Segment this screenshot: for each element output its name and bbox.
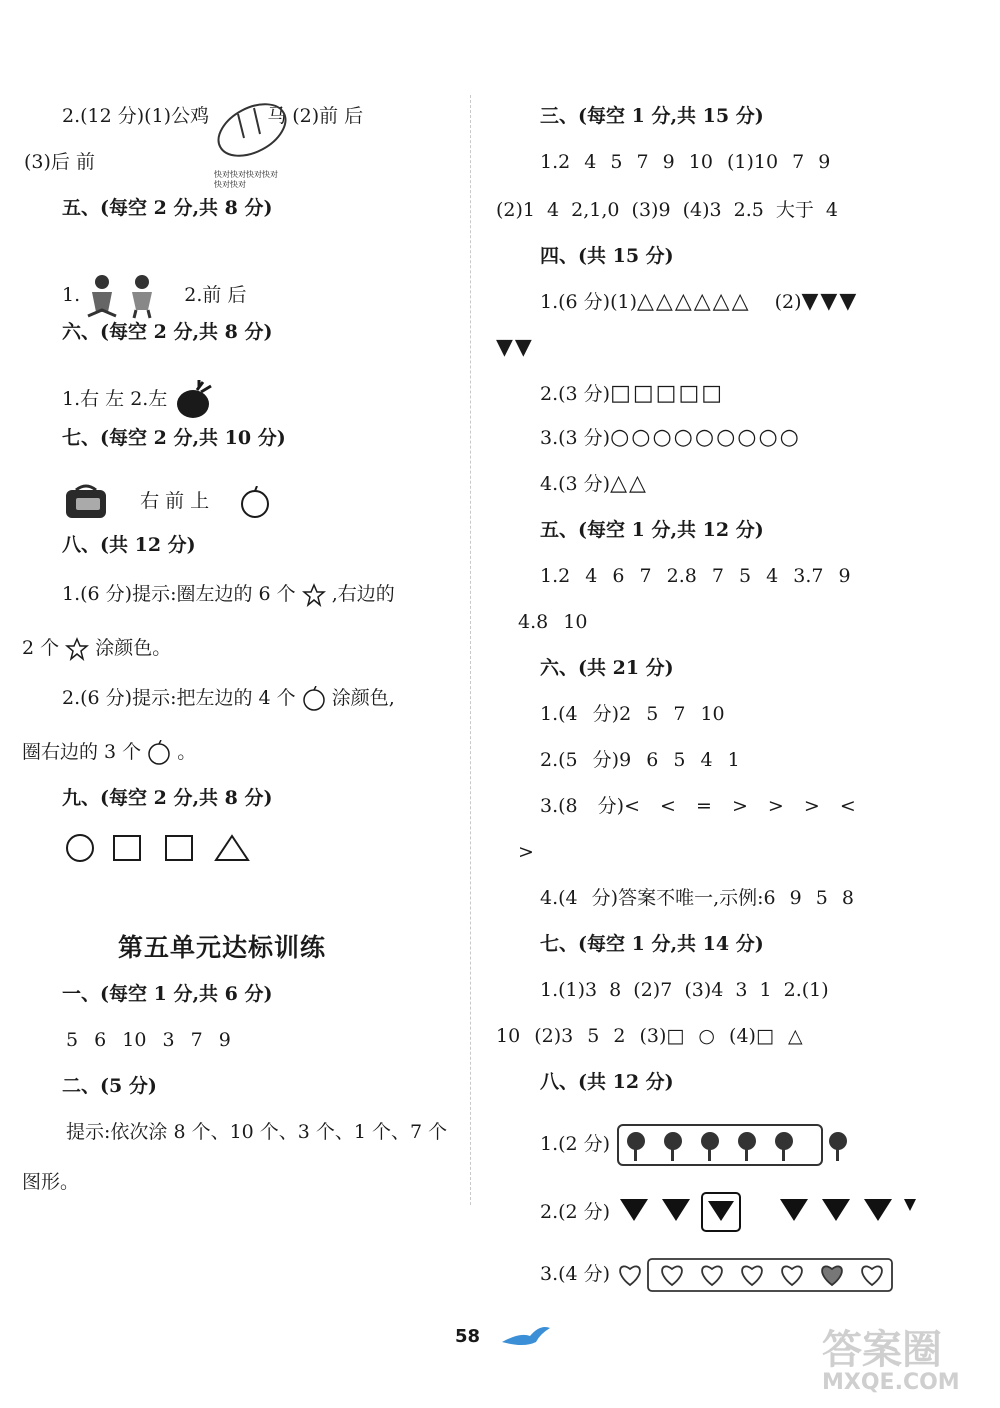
r-section-4-answer-1: 1.(6 分)(1)△△△△△△ (2)▼▼▼ (540, 289, 859, 314)
triangles-inverted: ▼▼▼ (801, 289, 859, 314)
sticker-doodle-icon (208, 94, 298, 170)
r-section-3-line1: 1.2 4 5 7 9 10 (1)10 7 9 (540, 151, 831, 173)
section-7-answer: 右 前 上 (62, 484, 271, 520)
r-section-3-line2: (2)1 4 2,1,0 (3)9 (4)3 2.5 大于 4 (496, 199, 839, 221)
r-section-8-answer-2: 2.(2 分) (540, 1190, 916, 1234)
r-section-5-heading: 五、(每空 1 分,共 12 分) (540, 519, 764, 541)
page-number: 58 (455, 1326, 481, 1347)
watermark-url: MXQE.COM (822, 1370, 960, 1395)
r-section-8-answer-1: 1.(2 分) (540, 1122, 856, 1166)
r-section-6-answer-3: 3.(8 分)< < = > > > < (540, 795, 856, 817)
r-section-5-line1: 1.2 4 6 7 2.8 7 5 4 3.7 9 (540, 565, 851, 587)
r-section-4-heading: 四、(共 15 分) (540, 245, 674, 267)
circles: ○○○○○○○○○ (610, 425, 801, 450)
unit-section-2-heading: 二、(5 分) (62, 1075, 157, 1097)
roses-boxed-icon (616, 1123, 856, 1167)
inverted-triangles-row-icon (616, 1191, 916, 1235)
section-8-answer-2-line1: 2.(6 分)提示:把左边的 4 个 涂颜色, (62, 686, 395, 712)
r-section-7-line1: 1.(1)3 8 (2)7 (3)4 3 1 2.(1) (540, 979, 829, 1001)
r-section-7-heading: 七、(每空 1 分,共 14 分) (540, 933, 764, 955)
r-section-8-heading: 八、(共 12 分) (540, 1071, 674, 1093)
section-6-answer: 1.右 左 2.左 (62, 380, 217, 420)
r-section-8-answer-3: 3.(4 分) (540, 1252, 906, 1296)
section-8-answer-1-line2: 2 个 涂颜色。 (22, 637, 172, 659)
section-9-shapes (64, 832, 264, 864)
apple-outline-icon (147, 740, 171, 766)
answer-2-part1: 2.(12 分)(1)公鸡 (62, 105, 210, 127)
r-section-3-heading: 三、(每空 1 分,共 15 分) (540, 105, 764, 127)
section-5-answer: 1. 2.前 后 (62, 272, 246, 320)
apple-outline-icon (302, 686, 326, 712)
left-line-2: (3)后 前 (24, 151, 95, 173)
hearts-boxed-icon (616, 1255, 906, 1295)
star-icon (302, 583, 326, 607)
sticker-caption: 快对快对快对快对快对快对 (214, 170, 278, 189)
r-section-4-answer-3: 3.(3 分)○○○○○○○○○ (540, 425, 801, 450)
star-icon (65, 637, 89, 661)
pineapple-icon (173, 380, 217, 420)
column-divider (470, 95, 471, 1205)
section-8-heading: 八、(共 12 分) (62, 534, 196, 556)
r-section-7-line2: 10 (2)3 5 2 (3)□ ○ (4)□ △ (496, 1025, 803, 1047)
r-section-4-answer-4: 4.(3 分)△△ (540, 471, 648, 496)
watermark-logo: 答案圈 (822, 1327, 942, 1373)
section-7-heading: 七、(每空 2 分,共 10 分) (62, 427, 286, 449)
squares: □□□□□ (610, 381, 725, 406)
r-section-5-line2: 4.8 10 (518, 611, 588, 633)
r-section-6-answer-2: 2.(5 分)9 6 5 4 1 (540, 749, 740, 771)
triangles-outline: △△△△△△ (637, 289, 751, 314)
unit-section-1-heading: 一、(每空 1 分,共 6 分) (62, 983, 273, 1005)
r-section-4-answer-2: 2.(3 分)□□□□□ (540, 381, 725, 406)
unit-section-2-answer-line1: 提示:依次涂 8 个、10 个、3 个、1 个、7 个 (66, 1121, 448, 1143)
r-section-6-answer-3-cont: > (518, 841, 534, 863)
backpack-icon (62, 484, 110, 520)
answer-2-part2: 马 (2)前 后 (267, 105, 364, 127)
section-5-heading: 五、(每空 2 分,共 8 分) (62, 197, 273, 219)
r-section-4-answer-1-cont: ▼▼ (496, 335, 534, 360)
bird-ornament-icon (500, 1320, 552, 1350)
apple-icon (239, 486, 271, 518)
unit-section-1-answer: 5 6 10 3 7 9 (66, 1029, 231, 1051)
shape-answers-icon (64, 832, 264, 864)
section-9-heading: 九、(每空 2 分,共 8 分) (62, 787, 273, 809)
unit-section-2-answer-line2: 图形。 (22, 1171, 80, 1193)
children-figures-icon (86, 272, 162, 320)
unit-title: 第五单元达标训练 (118, 933, 327, 962)
section-6-heading: 六、(每空 2 分,共 8 分) (62, 321, 273, 343)
section-8-answer-1-line1: 1.(6 分)提示:圈左边的 6 个 ,右边的 (62, 583, 395, 605)
section-8-answer-2-line2: 圈右边的 3 个 。 (22, 740, 196, 766)
r-section-6-answer-1: 1.(4 分)2 5 7 10 (540, 703, 725, 725)
triangles-pair: △△ (610, 471, 648, 496)
r-section-6-answer-4: 4.(4 分)答案不唯一,示例:6 9 5 8 (540, 887, 854, 909)
r-section-6-heading: 六、(共 21 分) (540, 657, 674, 679)
